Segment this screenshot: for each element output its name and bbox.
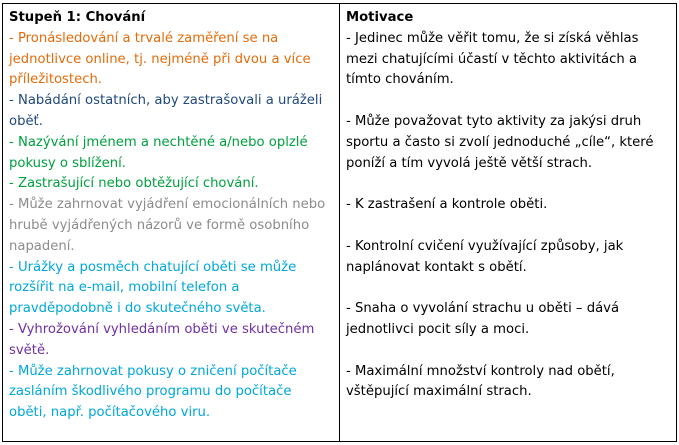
behaviour-item-intimidation: - Zastrašující nebo obtěžující chování. — [9, 176, 259, 192]
motivation-item-control: - K zastrašení a kontrole oběti. — [346, 197, 548, 213]
behaviour-item-stalking: - Pronásledování a trvalé zaměření se na jednotlivce online, tj. nejméně při dvou a více příležitostech. — [9, 30, 311, 88]
stage-table — [2, 3, 677, 442]
behaviour-item-incitement: - Nabádání ostatních, aby zastrašovali a uráželi oběť. — [9, 93, 323, 129]
behaviour-item-name-calling: - Nazývání jménem a nechtěné a/nebo oplzlé pokusy o sblížení. — [9, 134, 308, 171]
behaviour-item-personal-attack: - Může zahrnovat vyjádření emocionálních nebo hrubě vyjádřených názorů ve formě osobního napadení. — [9, 197, 326, 254]
motivation-header: Motivace — [346, 10, 414, 25]
motivation-column — [340, 4, 677, 442]
behaviour-item-computer-damage: - Může zahrnovat pokusy o zničení počítače zasláním škodlivého programu do počítače oběti, např. počítačového viru. — [9, 363, 297, 421]
motivation-item-notoriety: - Jedinec může věřit tomu, že si získá věhlas mezi chatujícími účastí v těchto aktivitách a tímto chováním. — [346, 30, 639, 88]
table-row — [3, 4, 677, 442]
motivation-item-planning: - Kontrolní cvičení využívající způsoby, jak naplánovat kontakt s obětí. — [346, 238, 624, 275]
motivation-item-fear: - Snaha o vyvolání strachu u oběti – dává jednotlivci pocit síly a moci. — [346, 301, 620, 337]
behaviour-column — [3, 4, 340, 442]
behaviour-header: Stupeň 1: Chování — [9, 10, 146, 25]
behaviour-item-spreading-insults: - Urážky a posměch chatující oběti se může rozšířit na e-mail, mobilní telefon a pravděpodobně i do skutečného světa. — [9, 259, 297, 317]
behaviour-item-threats: - Vyhrožování vyhledáním oběti ve skutečném světě. — [9, 321, 315, 358]
motivation-item-max-control: - Maximální množství kontroly nad obětí, vštěpující maximální strach. — [346, 363, 615, 400]
motivation-item-sport: - Může považovat tyto aktivity za jakýsi druh sportu a často si zvolí jednoduché „cíle“, které poníží a tím vyvolá ještě větší strach. — [346, 113, 654, 171]
